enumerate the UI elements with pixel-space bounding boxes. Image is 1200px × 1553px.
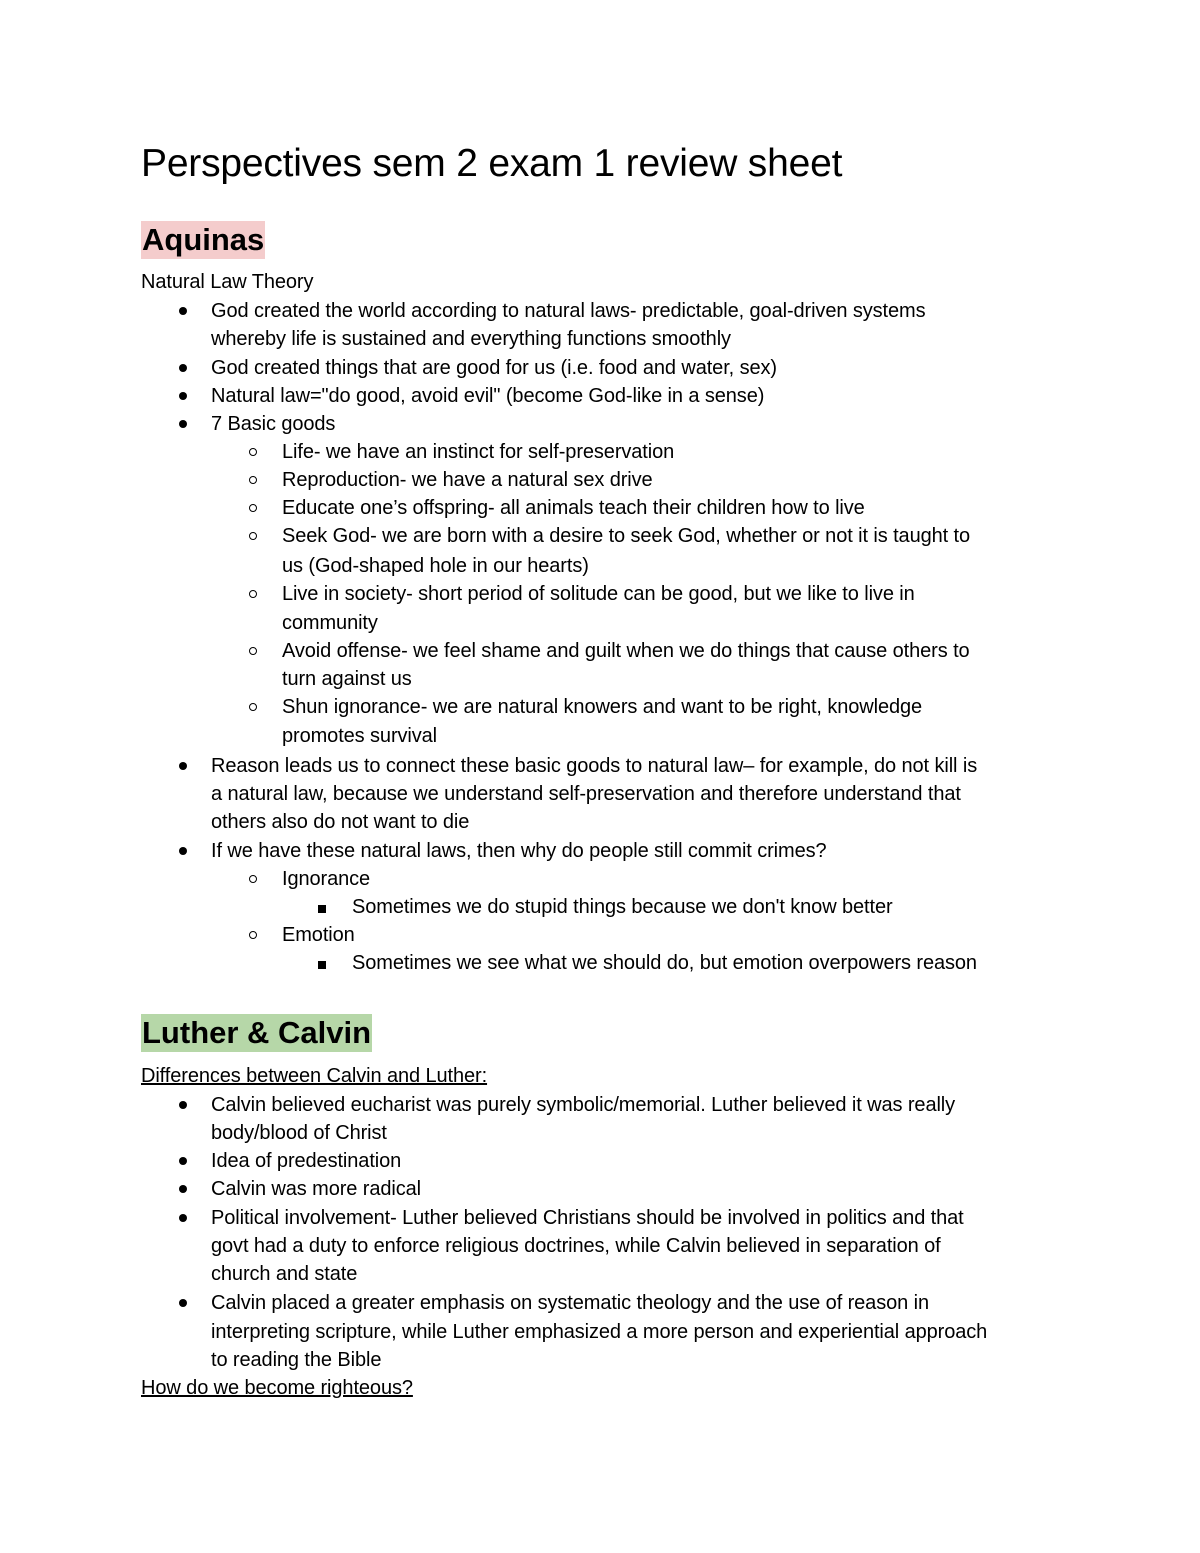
bullet-icon [179,1157,187,1165]
sub-sub-list-item: Sometimes we do stupid things because we don't know better [352,896,893,918]
section-heading-luther-calvin: Luther & Calvin [142,1015,372,1050]
circle-bullet-icon [249,504,257,512]
sub-list-item: Avoid offense- we feel shame and guilt when we do things that cause others to [282,640,970,662]
sub-list-item-continuation: turn against us [282,668,412,690]
sub-list-item: Educate one’s offspring- all animals teach their children how to live [282,497,865,519]
sub-list-item: Reproduction- we have a natural sex drive [282,469,653,491]
list-item: God created the world according to natural laws- predictable, goal-driven systems [211,300,926,322]
list-item: Calvin was more radical [211,1178,421,1200]
bullet-icon [179,762,187,770]
list-item: God created things that are good for us (i.e. food and water, sex) [211,357,777,379]
list-item-continuation: body/blood of Christ [211,1122,387,1144]
sub-list-item: Seek God- we are born with a desire to seek God, whether or not it is taught to [282,525,971,547]
list-item-continuation: a natural law, because we understand self-preservation and therefore understand that [211,783,961,805]
circle-bullet-icon [249,532,257,540]
list-item: Calvin placed a greater emphasis on systematic theology and the use of reason in [211,1292,929,1314]
sub-sub-list-item: Sometimes we see what we should do, but emotion overpowers reason [352,952,977,974]
list-item-continuation: to reading the Bible [211,1349,382,1371]
square-bullet-icon [318,905,326,913]
list-item: Political involvement- Luther believed Christians should be involved in politics and that [211,1207,964,1229]
list-item: Natural law="do good, avoid evil" (become God-like in a sense) [211,385,765,407]
sub-list-item-continuation: us (God-shaped hole in our hearts) [282,555,589,577]
bullet-icon [179,1101,187,1109]
bullet-icon [179,1299,187,1307]
bullet-icon [179,1214,187,1222]
list-item-continuation: others also do not want to die [211,811,470,833]
section-heading-aquinas: Aquinas [142,222,265,257]
circle-bullet-icon [249,703,257,711]
section-subtitle: Natural Law Theory [141,271,314,293]
list-item: Calvin believed eucharist was purely symbolic/memorial. Luther believed it was really [211,1094,956,1116]
circle-bullet-icon [249,448,257,456]
sub-list-item: Shun ignorance- we are natural knowers and want to be right, knowledge [282,696,923,718]
sub-list-item: Life- we have an instinct for self-preservation [282,441,675,463]
sub-list-item: Emotion [282,924,355,946]
bullet-icon [179,307,187,315]
section-subtitle: Differences between Calvin and Luther: [141,1065,488,1087]
bullet-icon [179,420,187,428]
bullet-icon [179,392,187,400]
bullet-icon [179,364,187,372]
list-item: Reason leads us to connect these basic goods to natural law– for example, do not kill is [211,755,978,777]
circle-bullet-icon [249,647,257,655]
circle-bullet-icon [249,476,257,484]
page-title: Perspectives sem 2 exam 1 review sheet [141,142,843,185]
circle-bullet-icon [249,931,257,939]
list-item: Idea of predestination [211,1150,402,1172]
list-item-continuation: govt had a duty to enforce religious doctrines, while Calvin believed in separation of [211,1235,941,1257]
circle-bullet-icon [249,875,257,883]
bullet-icon [179,847,187,855]
bullet-icon [179,1185,187,1193]
list-item-continuation: interpreting scripture, while Luther emphasized a more person and experiential approach [211,1321,988,1343]
list-item-continuation: whereby life is sustained and everything functions smoothly [211,328,731,350]
circle-bullet-icon [249,590,257,598]
list-item-continuation: church and state [211,1263,358,1285]
sub-list-item-continuation: promotes survival [282,725,438,747]
sub-list-item-continuation: community [282,612,378,634]
square-bullet-icon [318,961,326,969]
sub-list-item: Live in society- short period of solitude can be good, but we like to live in [282,583,915,605]
sub-list-item: Ignorance [282,868,371,890]
list-item: 7 Basic goods [211,413,336,435]
question-heading: How do we become righteous? [141,1377,413,1399]
list-item: If we have these natural laws, then why do people still commit crimes? [211,840,827,862]
